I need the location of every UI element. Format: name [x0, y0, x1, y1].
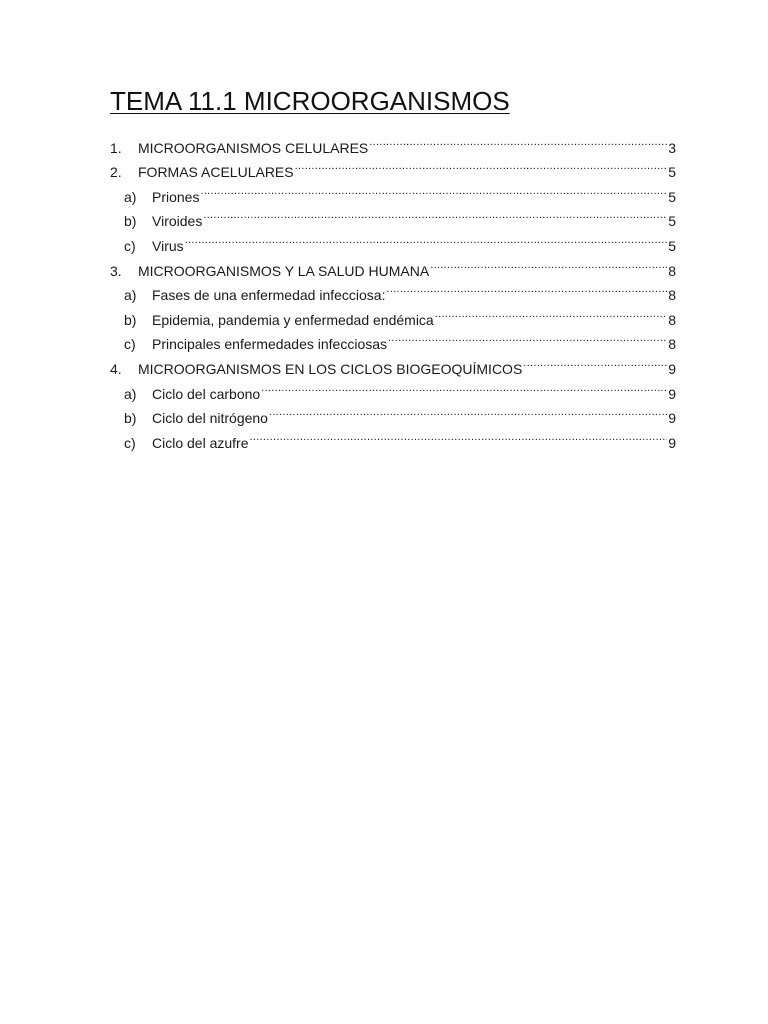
toc-dot-leader	[295, 153, 668, 178]
toc-entry-number: c)	[124, 336, 136, 353]
toc-entry-page: 9	[668, 434, 676, 451]
toc-entry-title: Ciclo del nitrógeno	[152, 410, 268, 427]
toc-entry-title: Ciclo del azufre	[152, 434, 249, 451]
toc-entry-number: 1.	[110, 139, 122, 156]
toc-entry[interactable]	[110, 128, 676, 156]
toc-entry-number: 4.	[110, 360, 122, 377]
toc-dot-leader	[250, 423, 668, 448]
toc-entry-page: 8	[668, 311, 676, 328]
toc-entry-title: Ciclo del carbono	[152, 385, 261, 402]
document-title: TEMA 11.1 MICROORGANISMOS	[110, 86, 510, 116]
toc-entry-page: 9	[668, 360, 676, 377]
toc-entry-page: 5	[668, 237, 676, 254]
toc-entry-title: MICROORGANISMOS Y LA SALUD HUMANA	[138, 262, 430, 279]
toc-dot-leader	[185, 226, 668, 251]
toc-entry-page: 9	[668, 385, 676, 402]
toc-entry-page: 5	[668, 188, 676, 205]
toc-dot-leader	[200, 177, 667, 202]
toc-entry-page: 8	[668, 336, 676, 353]
toc-entry-number: a)	[124, 188, 137, 205]
toc-dot-leader	[369, 128, 667, 153]
toc-entry-page: 8	[668, 287, 676, 304]
toc-dot-leader	[261, 374, 667, 399]
toc-entry-title: MICROORGANISMOS EN LOS CICLOS BIOGEOQUÍMICOS	[138, 360, 523, 377]
toc-entry-number: c)	[124, 237, 136, 254]
toc-entry[interactable]	[110, 251, 676, 279]
toc-entry-title: Priones	[152, 188, 200, 205]
toc-entry-number: b)	[124, 213, 137, 230]
toc-entry-title: FORMAS ACELULARES	[138, 164, 294, 181]
toc-entry-number: a)	[124, 385, 137, 402]
toc-entry-number: a)	[124, 287, 137, 304]
toc-entry-title: Principales enfermedades infecciosas	[152, 336, 388, 353]
toc-entry-number: b)	[124, 311, 137, 328]
toc-dot-leader	[203, 202, 667, 227]
toc-entry-title: Fases de una enfermedad infecciosa:	[152, 287, 386, 304]
toc-dot-leader	[388, 325, 667, 350]
table-of-contents	[110, 128, 676, 451]
toc-dot-leader	[269, 399, 667, 424]
toc-dot-leader	[386, 276, 667, 301]
toc-entry-page: 5	[668, 213, 676, 230]
toc-dot-leader	[435, 300, 667, 325]
toc-entry-number: 3.	[110, 262, 122, 279]
toc-subentry[interactable]	[110, 226, 676, 254]
toc-dot-leader	[523, 349, 667, 374]
toc-entry-number: c)	[124, 434, 136, 451]
toc-entry-page: 3	[668, 139, 676, 156]
toc-entry-page: 5	[668, 164, 676, 181]
toc-entry-number: b)	[124, 410, 137, 427]
toc-entry-number: 2.	[110, 164, 122, 181]
toc-dot-leader	[430, 251, 667, 276]
toc-entry-title: Epidemia, pandemia y enfermedad endémica	[152, 311, 434, 328]
toc-entry-title: Virus	[152, 237, 184, 254]
toc-entry-title: Viroides	[152, 213, 203, 230]
toc-entry-title: MICROORGANISMOS CELULARES	[138, 139, 369, 156]
toc-entry-page: 8	[668, 262, 676, 279]
toc-entry-page: 9	[668, 410, 676, 427]
